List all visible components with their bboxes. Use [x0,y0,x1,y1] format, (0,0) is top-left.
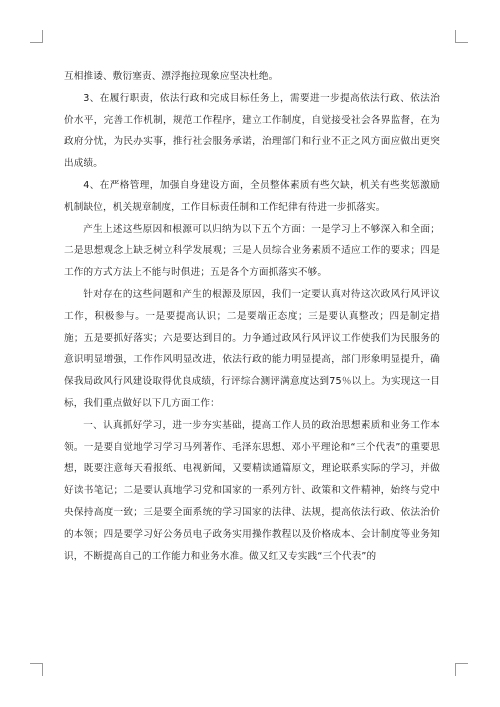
paragraph-2: 3、在履行职责，依法行政和完成目标任务上，需要进一步提高依法行政、依法治价水平，完善工作机制，规范工作程序，建立工作制度，自觉接受社会各界监督，在为政府分忧，为民办实事，推行社会服务承诺，治理部门和行业不正之风方面应做出更突出成绩。 [64,92,440,170]
crop-mark-bottom-left [30,663,43,676]
paragraph-1: 互相推诿、敷衍塞责、漂浮拖拉现象应坚决杜绝。 [64,71,279,82]
document-body [64,66,440,567]
paragraph-3: 4、在严格管理，加强自身建设方面，全员整体素质有些欠缺，机关有些奖惩激励机制缺位，机关规章制度，工作目标责任制和工作纪律有待进一步抓落实。 [64,179,440,213]
crop-mark-bottom-right [455,663,468,676]
paragraph-4: 产生上述这些原因和根源可以归纳为以下五个方面：一是学习上不够深入和全面；二是思想观念上缺乏树立科学发展观；三是人员综合业务素质不适应工作的要求；四是工作的方式方法上不能与时俱进；五是各个方面抓落实不够。 [64,223,440,279]
crop-mark-top-left [30,30,43,43]
paragraph-5: 针对存在的这些问题和产生的根源及原因，我们一定要认真对待这次政风行风评议工作，积极参与。一是要提高认识；二是要端正态度；三是要认真整改；四是制定措施；五是要抓好落实；六是要达到目的。力争通过政风行风评议工作使我们为民服务的意识明显增强，工作作风明显改进，依法行政的能力明显提高，部门形象明显提升，确保我局政风行风建设取得优良成绩，行评综合测评满意度达到75％以上。为实现这一目标，我们重点做好以下几方面工作： [64,288,440,409]
paragraph-6: 一、认真抓好学习，进一步夯实基础，提高工作人员的政治思想素质和业务工作本领。一是要自觉地学习学习马列著作、毛泽东思想、邓小平理论和“三个代表”的重要思想，既要注意每天看报纸、电视新闻，又要精读通篇原文，理论联系实际的学习，并做好读书笔记；二是要认真地学习党和国家的一系列方针、政策和文件精神，始终与党中央保持高度一致；三是要全面系统的学习国家的法律、法规，提高依法行政、依法治价的本领；四是要学习好公务员电子政务实用操作教程以及价格成本、会计制度等业务知识，不断提高自己的工作能力和业务水准。做又红又专实践“三个代表”的 [64,419,440,562]
crop-mark-top-right [455,30,468,43]
